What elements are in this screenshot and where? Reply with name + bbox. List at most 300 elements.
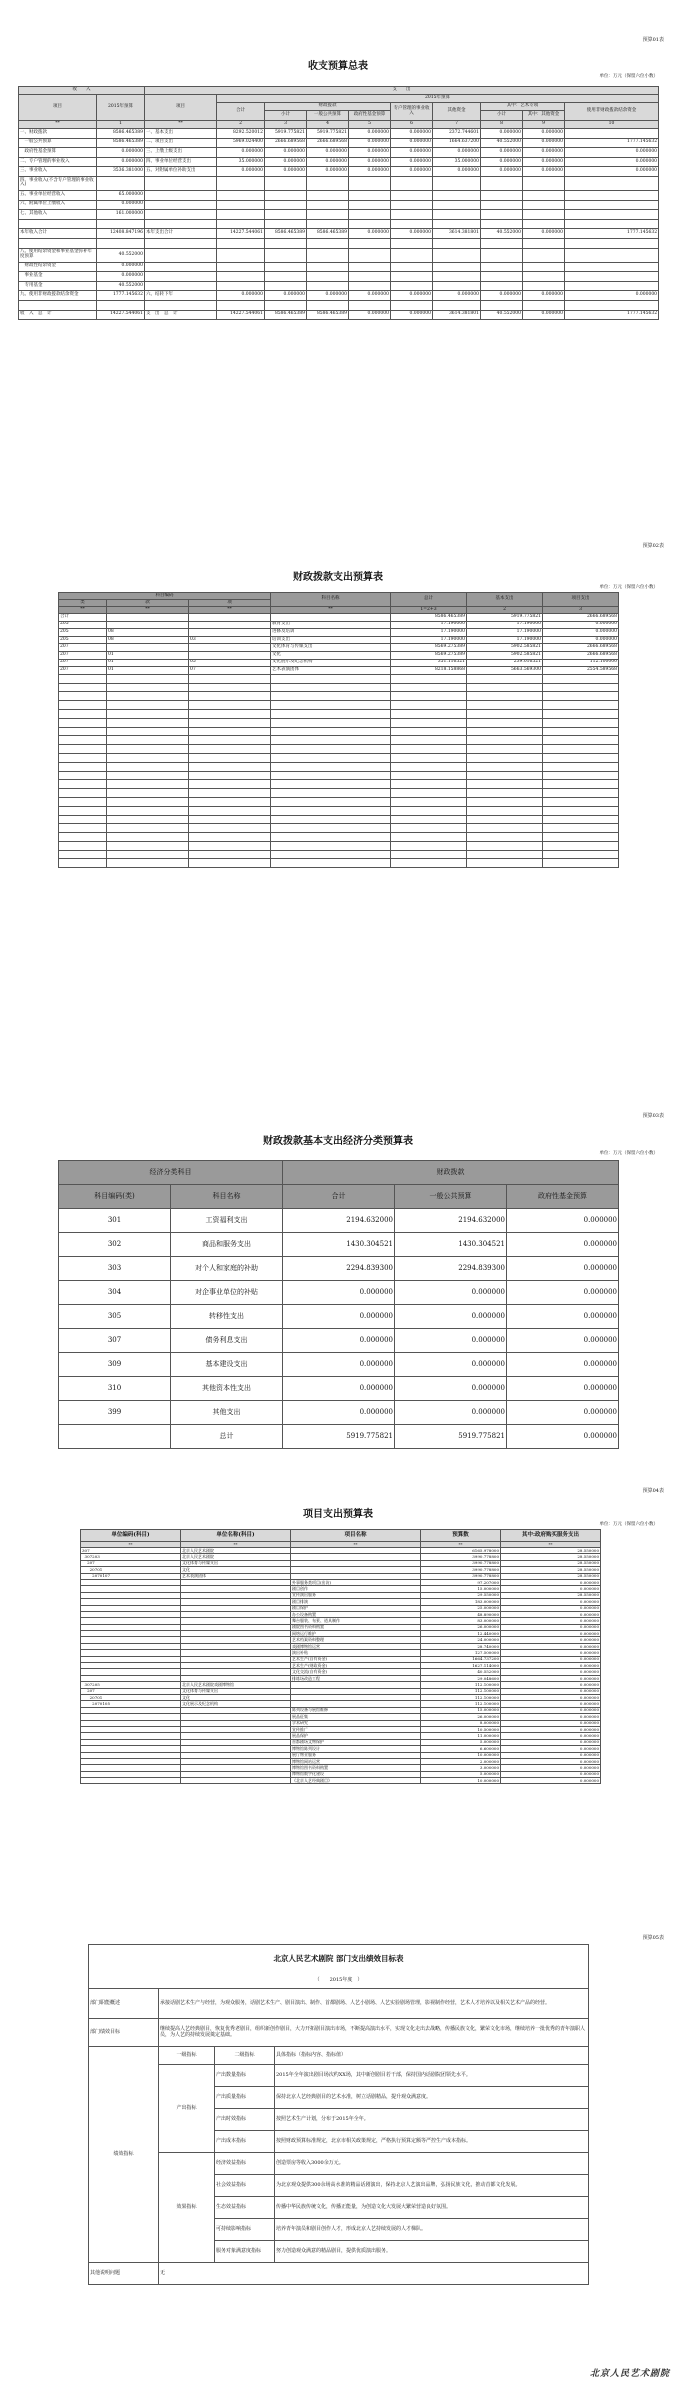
table-cell: 政府性基金预算 — [19, 148, 97, 158]
table-cell: 0.000000 — [217, 148, 265, 158]
table-row — [59, 644, 619, 652]
table-cell: 0.000000 — [283, 1401, 395, 1425]
header-fund: 使用非财政拨款结余资金 — [565, 103, 659, 121]
column-code: ** — [59, 607, 107, 614]
table-cell: 演出补贴 — [291, 1650, 421, 1656]
table-cell: 08 — [107, 629, 189, 637]
table-cell — [433, 300, 481, 310]
table-cell: 0.000000 — [543, 629, 619, 637]
table-cell — [19, 219, 97, 229]
empty-cell — [107, 762, 189, 771]
table-cell — [391, 262, 433, 272]
table-cell: 0.000000 — [391, 229, 433, 239]
fin-expense-table — [58, 592, 619, 868]
empty-row — [59, 727, 619, 736]
empty-cell — [271, 674, 391, 683]
column-code: 1 — [97, 121, 145, 129]
table-cell: 207 — [59, 667, 107, 675]
table-cell: 10.000000 — [421, 1778, 501, 1784]
table-cell — [433, 176, 481, 190]
table-cell: 0.000000 — [349, 138, 391, 148]
empty-cell — [271, 727, 391, 736]
indicator-value: 创造票房等收入3000余万元。 — [275, 2153, 589, 2175]
empty-cell — [467, 841, 543, 850]
table-cell: 2666.689568 — [543, 644, 619, 652]
empty-cell — [107, 850, 189, 859]
table-cell: 01 — [107, 651, 189, 659]
table-cell: 0.000000 — [501, 1586, 601, 1592]
table-row — [19, 262, 659, 272]
table-cell: 17.190000 — [467, 636, 543, 644]
empty-cell — [467, 683, 543, 692]
table-cell: 0.000000 — [283, 1329, 395, 1353]
table-cell: 8292.520012 — [217, 129, 265, 139]
table-cell: 文化 — [181, 1694, 291, 1700]
table-cell: 0.000000 — [97, 200, 145, 210]
empty-cell — [467, 736, 543, 745]
empty-cell — [107, 753, 189, 762]
table-cell: 2294.839300 — [395, 1257, 507, 1281]
table-cell — [565, 281, 659, 291]
label-perf: 绩效指标 — [89, 2047, 159, 2263]
empty-cell — [189, 824, 271, 833]
table-cell: 307 — [59, 1329, 171, 1353]
table-cell: 债务利息支出 — [171, 1329, 283, 1353]
table-cell: 宣传推广 — [291, 1726, 421, 1732]
table-cell: 11.000000 — [421, 1733, 501, 1739]
table-cell: 1777.145632 — [565, 229, 659, 239]
table-cell: 首都剧场文物保护 — [291, 1739, 421, 1745]
empty-cell — [189, 736, 271, 745]
table-cell: 351.116521 — [391, 659, 467, 667]
table-row — [59, 651, 619, 659]
table-cell — [97, 238, 145, 248]
empty-cell — [271, 745, 391, 754]
table-cell: 0.000000 — [501, 1650, 601, 1656]
label-out: 产出指标 — [159, 2065, 215, 2153]
table-row — [19, 291, 659, 301]
empty-cell — [467, 709, 543, 718]
empty-cell — [467, 762, 543, 771]
section-econ-class — [0, 1090, 676, 1475]
column-code: 2 — [467, 607, 543, 614]
table-cell: 0.000000 — [391, 310, 433, 320]
header-code: 单位编码(科目) — [81, 1530, 181, 1542]
empty-cell — [467, 806, 543, 815]
table-row — [59, 1401, 619, 1425]
table-cell — [349, 219, 391, 229]
empty-row — [59, 718, 619, 727]
column-code: ** — [145, 121, 217, 129]
table-cell: 1430.304521 — [283, 1233, 395, 1257]
empty-cell — [189, 745, 271, 754]
table-cell — [433, 200, 481, 210]
table-cell: 0.000000 — [523, 129, 565, 139]
table-cell — [217, 176, 265, 190]
empty-cell — [59, 674, 107, 683]
empty-cell — [59, 753, 107, 762]
label-eff: 效果指标 — [159, 2153, 215, 2263]
table-cell: 2666.689568 — [307, 138, 349, 148]
empty-cell — [59, 692, 107, 701]
table-cell: 剧目排演 — [291, 1599, 421, 1605]
table-cell: 2.000000 — [421, 1758, 501, 1764]
empty-row — [59, 806, 619, 815]
table-cell: 35.000000 — [217, 157, 265, 167]
column-code: 4 — [307, 121, 349, 129]
empty-cell — [107, 797, 189, 806]
table-cell: 40.552000 — [97, 248, 145, 262]
label-dept: 部门职能概述 — [89, 1989, 159, 2019]
table-cell: 97.207000 — [421, 1579, 501, 1585]
table-cell: 0.000000 — [433, 167, 481, 177]
table-cell — [97, 176, 145, 190]
indicator-name: 社会效益指标 — [215, 2175, 275, 2197]
empty-cell — [467, 692, 543, 701]
table-cell: 0.000000 — [395, 1353, 507, 1377]
table-cell — [433, 190, 481, 200]
header-basic: 基本支出 — [467, 593, 543, 607]
page-title: 财政拨款基本支出经济分类预算表 — [263, 1136, 413, 1147]
table-cell: 0.000000 — [481, 157, 523, 167]
table-row — [59, 1257, 619, 1281]
empty-row — [59, 745, 619, 754]
table-cell: 40.552000 — [421, 1669, 501, 1675]
header-gen: 一般公共预算 — [307, 111, 349, 121]
empty-cell — [391, 692, 467, 701]
table-cell — [97, 300, 145, 310]
table-cell: 0.000000 — [395, 1377, 507, 1401]
empty-cell — [59, 727, 107, 736]
table-cell: 0.000000 — [501, 1714, 601, 1720]
header-fin: 财政拨款 — [283, 1161, 619, 1185]
table-cell: 事业基金 — [19, 272, 97, 282]
table-cell: 0.000000 — [265, 157, 307, 167]
empty-cell — [107, 674, 189, 683]
empty-cell — [391, 683, 467, 692]
empty-cell — [189, 841, 271, 850]
table-cell — [481, 219, 523, 229]
header-spec: 专户管理的事业收入 — [391, 103, 433, 121]
table-cell — [523, 219, 565, 229]
table-cell: 0.000000 — [501, 1605, 601, 1611]
indicator-value: 为北京观众提供300余场高水准的精品话剧演出，保持北京人艺演出品牌，弘扬民族文化，推动首都文化发展。 — [275, 2175, 589, 2197]
indicator-name: 可持续影响指标 — [215, 2219, 275, 2241]
table-cell: 0.000000 — [265, 167, 307, 177]
empty-cell — [271, 841, 391, 850]
table-cell: 0.000000 — [501, 1656, 601, 1662]
header-item2: 项目 — [145, 95, 217, 121]
table-row — [59, 1305, 619, 1329]
table-cell — [307, 210, 349, 220]
header-lei: 类 — [59, 600, 107, 607]
table-cell — [391, 238, 433, 248]
empty-cell — [59, 736, 107, 745]
column-code: ** — [291, 1542, 421, 1548]
empty-row — [59, 833, 619, 842]
table-cell — [217, 300, 265, 310]
table-cell: 0.000000 — [391, 129, 433, 139]
column-code: 3 — [543, 607, 619, 614]
table-cell: 5969.024400 — [217, 138, 265, 148]
table-cell: 五、对附属单位补助支出 — [145, 167, 217, 177]
table-cell: 0.000000 — [501, 1720, 601, 1726]
table-cell: 艺术生产(财政资金) — [291, 1663, 421, 1669]
table-cell — [271, 614, 391, 622]
table-cell — [307, 272, 349, 282]
table-cell: 二、专户管理的事业收入 — [19, 157, 97, 167]
empty-cell — [543, 850, 619, 859]
empty-cell — [543, 701, 619, 710]
indicator-header — [89, 2047, 589, 2065]
table-row — [19, 157, 659, 167]
empty-cell — [271, 797, 391, 806]
table-cell — [189, 621, 271, 629]
table-cell: 进修及培训 — [271, 629, 391, 637]
table-cell — [189, 651, 271, 659]
table-cell: 310 — [59, 1377, 171, 1401]
table-cell — [349, 238, 391, 248]
table-cell: 8586.465389 — [307, 310, 349, 320]
table-cell — [433, 238, 481, 248]
table-cell: 0.000000 — [523, 148, 565, 158]
table-cell: 207 — [81, 1560, 181, 1566]
empty-cell — [107, 736, 189, 745]
table-cell: 0.000000 — [501, 1778, 601, 1784]
table-row — [59, 1377, 619, 1401]
header-fin: 财政拨款 — [265, 103, 391, 111]
empty-cell — [189, 762, 271, 771]
indicator-value: 培养青年演员和剧目创作人才，形成北京人艺持续发展的人才梯队。 — [275, 2219, 589, 2241]
table-cell: 0.000000 — [283, 1281, 395, 1305]
table-cell: 0.000000 — [501, 1579, 601, 1585]
table-cell: 3990.778800 — [421, 1560, 501, 1566]
table-cell: 0.000000 — [349, 148, 391, 158]
table-cell: 112.100000 — [421, 1701, 501, 1707]
table-cell — [145, 238, 217, 248]
table-cell: 0.000000 — [307, 148, 349, 158]
table-cell: 0.000000 — [507, 1425, 619, 1449]
empty-cell — [391, 850, 467, 859]
table-cell — [433, 219, 481, 229]
table-cell: 0.000000 — [97, 148, 145, 158]
table-cell — [481, 190, 523, 200]
empty-cell — [271, 701, 391, 710]
table-cell: 304 — [59, 1281, 171, 1305]
table-cell: 0.000000 — [507, 1209, 619, 1233]
table-cell — [307, 262, 349, 272]
table-cell — [391, 248, 433, 262]
table-cell: 0.000000 — [501, 1752, 601, 1758]
table-cell: 展品征集 — [291, 1714, 421, 1720]
table-row — [19, 148, 659, 158]
empty-cell — [107, 701, 189, 710]
notes-value: 无 — [159, 2263, 589, 2285]
table-cell: 03 — [189, 636, 271, 644]
table-cell: 05 — [189, 659, 271, 667]
table-cell: 0.000000 — [391, 167, 433, 177]
table-cell: 九、使用非财政拨款结余资金 — [19, 291, 97, 301]
column-code: 8 — [481, 121, 523, 129]
dept-text: 承接话剧艺术生产与经营，为观众服务，话剧艺术生产、剧目演出、制作、首都剧场、人艺小剧场、人艺实验剧场管理，影视制作经营，艺术人才培养以及相关艺术产品的经营。 — [159, 1989, 589, 2019]
header-cls: 经济分类科目 — [59, 1161, 283, 1185]
table-cell: 剧目创作 — [291, 1586, 421, 1592]
table-cell: 财政性结余资金 — [19, 262, 97, 272]
table-cell: 01 — [107, 659, 189, 667]
label-l1: 一级指标 — [159, 2047, 215, 2065]
table-row — [19, 238, 659, 248]
table-cell: 161.000000 — [97, 210, 145, 220]
table-cell: 转移性支出 — [171, 1305, 283, 1329]
table-cell: 0.000000 — [507, 1401, 619, 1425]
table-cell: 205 — [59, 636, 107, 644]
label-notes: 其他说明问题 — [89, 2263, 159, 2285]
header-proj: 项目支出 — [543, 593, 619, 607]
empty-cell — [59, 709, 107, 718]
table-cell: 28.550000 — [501, 1548, 601, 1554]
empty-cell — [271, 806, 391, 815]
table-cell — [307, 200, 349, 210]
empty-cell — [107, 833, 189, 842]
table-cell: 0.000000 — [565, 148, 659, 158]
table-cell: 戏剧博物馆运营 — [291, 1643, 421, 1649]
table-cell: 0.000000 — [501, 1688, 601, 1694]
empty-cell — [391, 718, 467, 727]
table-row — [59, 659, 619, 667]
summary-table — [18, 86, 659, 320]
table-cell — [189, 629, 271, 637]
empty-cell — [189, 859, 271, 868]
column-code: ** — [81, 1542, 181, 1548]
table-cell: 0.000000 — [395, 1281, 507, 1305]
table-cell: 文化 — [271, 651, 391, 659]
table-cell: 307203 — [81, 1554, 181, 1560]
empty-row — [59, 762, 619, 771]
table-cell: 宣传演出服务 — [291, 1592, 421, 1598]
table-row — [19, 229, 659, 239]
empty-row — [59, 771, 619, 780]
table-cell — [481, 272, 523, 282]
table-row — [19, 219, 659, 229]
table-cell — [391, 190, 433, 200]
table-row — [59, 1353, 619, 1377]
table-cell — [565, 272, 659, 282]
table-cell — [19, 300, 97, 310]
table-cell: 17.190000 — [391, 636, 467, 644]
header-item: 项目 — [19, 95, 97, 121]
table-cell — [433, 248, 481, 262]
table-cell: 14227.544061 — [97, 310, 145, 320]
empty-cell — [391, 762, 467, 771]
table-cell: 0.000000 — [307, 291, 349, 301]
empty-cell — [189, 833, 271, 842]
table-cell: 三、上缴上级支出 — [145, 148, 217, 158]
empty-cell — [189, 806, 271, 815]
table-cell: 0.000000 — [391, 291, 433, 301]
table-row — [19, 176, 659, 190]
empty-cell — [543, 771, 619, 780]
empty-row — [59, 815, 619, 824]
table-cell: 总计 — [171, 1425, 283, 1449]
table-cell: 28.550000 — [501, 1573, 601, 1579]
column-code: ** — [189, 607, 271, 614]
table-cell: 专用基金 — [19, 281, 97, 291]
empty-cell — [189, 753, 271, 762]
table-row — [59, 629, 619, 637]
table-cell: 303 — [59, 1257, 171, 1281]
table-cell — [433, 210, 481, 220]
table-cell: 北京人民艺术剧院戏剧博物馆 — [181, 1682, 291, 1688]
empty-cell — [543, 824, 619, 833]
indicator-name: 服务对象满意度指标 — [215, 2241, 275, 2263]
table-cell: 0.000000 — [523, 157, 565, 167]
table-cell — [523, 262, 565, 272]
table-cell — [565, 200, 659, 210]
table-cell: 0.000000 — [501, 1765, 601, 1771]
empty-cell — [107, 806, 189, 815]
table-cell: 5663.569300 — [467, 667, 543, 675]
table-cell: 剧院图书资料购置 — [291, 1624, 421, 1630]
empty-cell — [107, 745, 189, 754]
table-row — [59, 636, 619, 644]
empty-cell — [271, 859, 391, 868]
table-cell: 《北京人艺经典剧目》 — [291, 1778, 421, 1784]
table-cell: 0.000000 — [481, 148, 523, 158]
empty-cell — [271, 683, 391, 692]
section-fin-expense — [0, 530, 676, 1090]
empty-cell — [271, 762, 391, 771]
page-title: 收支预算总表 — [308, 61, 368, 72]
empty-cell — [107, 780, 189, 789]
table-cell: 0.000000 — [391, 148, 433, 158]
table-cell: 0.000000 — [523, 291, 565, 301]
column-code: ** — [421, 1542, 501, 1548]
table-cell: 0.000000 — [97, 157, 145, 167]
empty-cell — [467, 824, 543, 833]
table-cell: 0.000000 — [501, 1669, 601, 1675]
empty-cell — [391, 797, 467, 806]
empty-cell — [59, 797, 107, 806]
table-cell: 北京人民艺术剧院 — [181, 1548, 291, 1554]
table-cell: 0.000000 — [265, 148, 307, 158]
empty-cell — [59, 718, 107, 727]
table-cell — [523, 190, 565, 200]
indicator-name: 产出时效指标 — [215, 2109, 275, 2131]
empty-cell — [391, 824, 467, 833]
table-cell: 14227.544061 — [217, 229, 265, 239]
table-cell: 0.000000 — [433, 148, 481, 158]
table-cell: 0.000000 — [523, 167, 565, 177]
column-code: 6 — [391, 121, 433, 129]
header-gen: 一般公共预算 — [395, 1185, 507, 1209]
table-cell — [523, 248, 565, 262]
table-cell — [523, 238, 565, 248]
table-cell: 0.000000 — [501, 1675, 601, 1681]
table-row — [19, 281, 659, 291]
table-cell: 8.000000 — [421, 1720, 501, 1726]
table-cell — [349, 281, 391, 291]
header-art2: 其中：其他资金 — [523, 111, 565, 121]
table-cell — [265, 219, 307, 229]
header-gov: 政府性基金预算 — [349, 111, 391, 121]
empty-cell — [107, 709, 189, 718]
table-cell: 文化 — [181, 1567, 291, 1573]
empty-cell — [59, 806, 107, 815]
table-cell: 0.000000 — [543, 636, 619, 644]
table-cell — [349, 210, 391, 220]
table-cell: 3614.381801 — [433, 229, 481, 239]
table-cell: 48.890000 — [421, 1611, 501, 1617]
